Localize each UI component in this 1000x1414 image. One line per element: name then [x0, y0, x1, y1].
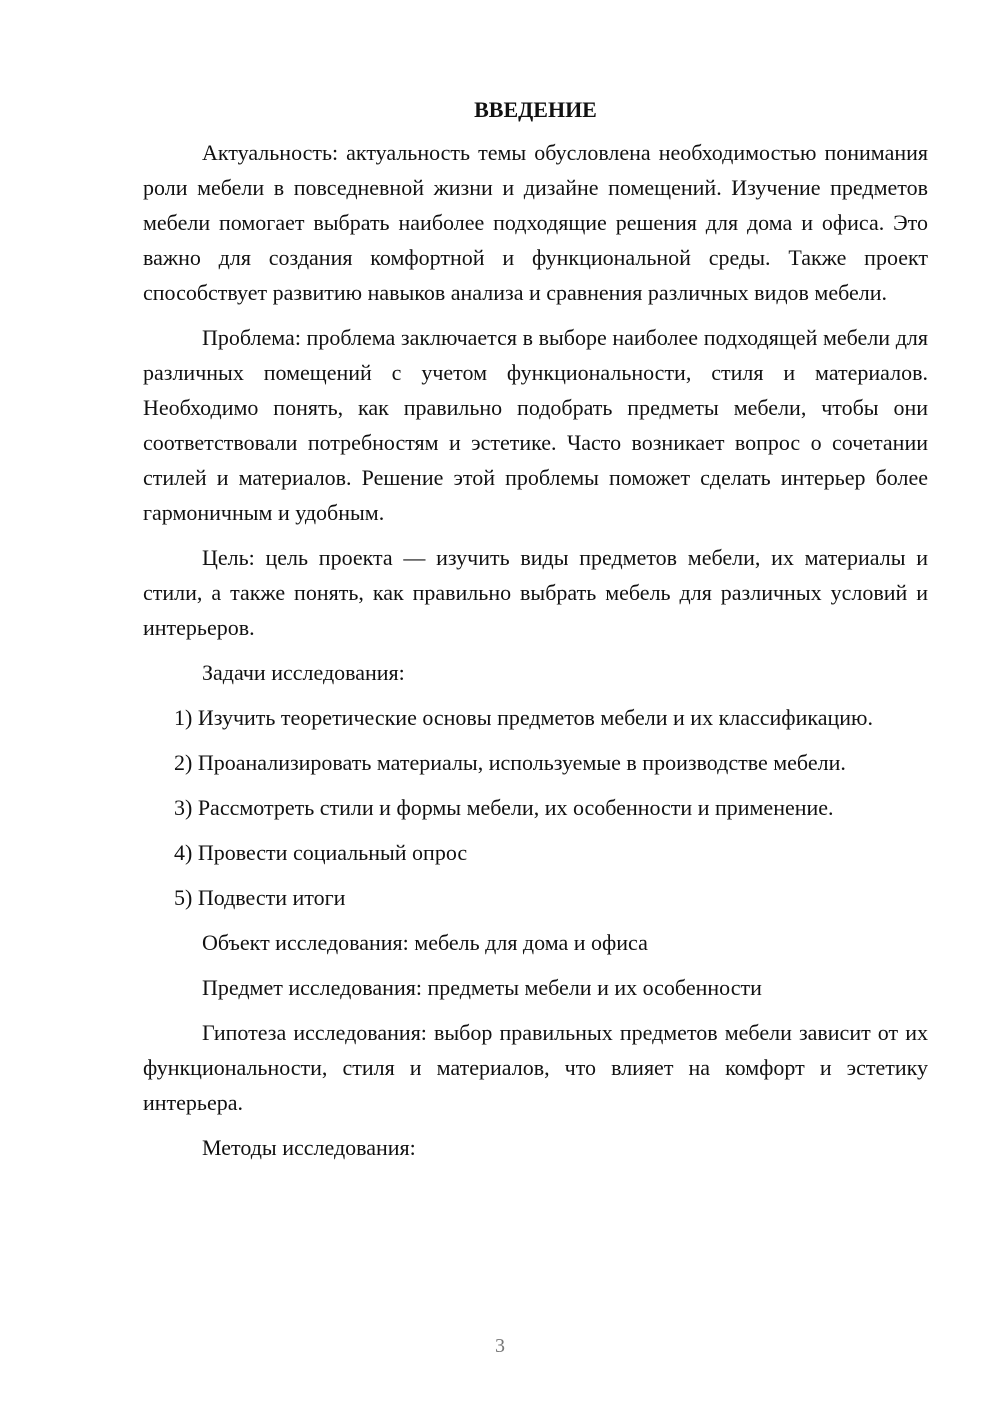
relevance-paragraph: Актуальность: актуальность темы обусловлена необходимостью понимания роли мебели в повседневной жизни и дизайне помещений. Изучение предметов мебели помогает выбрать наиболее подходящие решения для дома и офиса. Это важно для создания комфортной и функциональной среды. Также проект способствует развитию навыков анализа и сравнения различных видов мебели.	[143, 140, 928, 305]
research-object: Объект исследования: мебель для дома и офиса	[202, 930, 648, 955]
research-hypothesis: Гипотеза исследования: выбор правильных предметов мебели зависит от их функциональности, стиля и материалов, что влияет на комфорт и эстетику интерьера.	[143, 1020, 928, 1115]
task-item-1: 1) Изучить теоретические основы предметов мебели и их классификацию.	[174, 705, 873, 730]
tasks-heading: Задачи исследования:	[202, 660, 405, 685]
research-subject: Предмет исследования: предметы мебели и их особенности	[202, 975, 762, 1000]
document-page	[143, 92, 928, 1175]
task-item-4: 4) Провести социальный опрос	[174, 840, 468, 865]
task-item-5: 5) Подвести итоги	[174, 885, 346, 910]
methods-heading: Методы исследования:	[202, 1135, 416, 1160]
page-number: 3	[495, 1335, 505, 1357]
problem-paragraph: Проблема: проблема заключается в выборе наиболее подходящей мебели для различных помещений с учетом функциональности, стиля и материалов. Необходимо понять, как правильно подобрать предметы мебели, чтобы они соответствовали потребностям и эстетике. Часто возникает вопрос о сочетании стилей и материалов. Решение этой проблемы поможет сделать интерьер более гармоничным и удобным.	[143, 325, 928, 525]
section-title: ВВЕДЕНИЕ	[474, 97, 597, 122]
task-item-2: 2) Проанализировать материалы, используемые в производстве мебели.	[174, 750, 846, 775]
task-item-3: 3) Рассмотреть стили и формы мебели, их особенности и применение.	[174, 795, 834, 820]
goal-paragraph: Цель: цель проекта — изучить виды предметов мебели, их материалы и стили, а также понять, как правильно выбрать мебель для различных условий и интерьеров.	[143, 545, 928, 640]
